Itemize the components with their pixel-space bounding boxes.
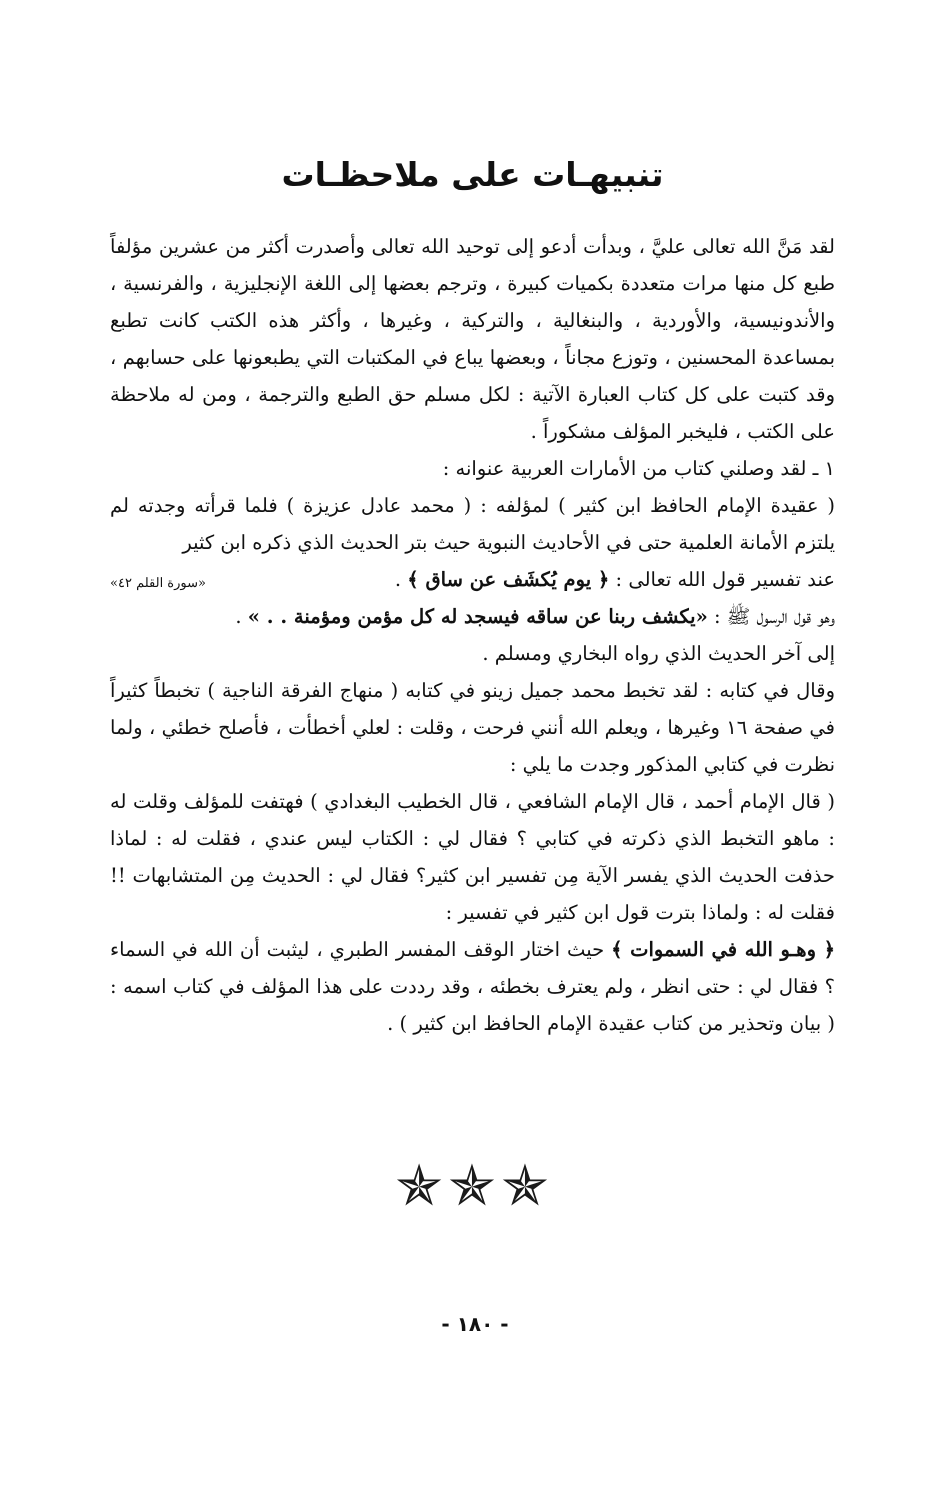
hadith-quote: «يكشف ربنا عن ساقه فيسجد له كل مؤمن ومؤمنة . . »: [247, 605, 708, 628]
article-text: [110, 228, 835, 1042]
verse-end: .: [394, 568, 402, 591]
quran-verse: ﴿ يوم يُكشَف عن ساق ﴾: [407, 568, 610, 591]
page-title: تنبيهـات على ملاحظـات: [281, 155, 664, 194]
hadith-prefix: وهو قول الرسول ﷺ :: [714, 605, 835, 628]
quran-verse-2: ﴿ وهـو الله في السموات ﴾: [611, 938, 835, 961]
item-1-paragraph-1: ( عقيدة الإمام الحافظ ابن كثير ) لمؤلفه : ( محمد عادل عزيزة ) فلما قرأته وجدته لم يلتزم الأمانة العلمية حتى في الأحاديث النبوية حيث بتر الحديث الذي ذكره ابن كثير: [110, 494, 835, 554]
item-1-heading: ١ ـ لقد وصلني كتاب من الأمارات العربية عنوانه :: [442, 457, 835, 480]
item-1-paragraph-3: ( قال الإمام أحمد ، قال الإمام الشافعي ، قال الخطيب البغدادي ) فهتفت للمؤلف وقلت له : ماهو التخبط الذي ذكرته في كتابي ؟ فقال لي : الكتاب ليس عندي ، فقلت له : لماذا حذفت الحديث الذي يفسر الآية مِن تفسير ابن كثير؟ فقال لي : الحديث مِن المتشابهات !! فقلت له : ولماذا بترت قول ابن كثير في تفسير :: [110, 790, 835, 924]
hadith-source: إلى آخر الحديث الذي رواه البخاري ومسلم .: [482, 642, 835, 665]
tafsir-line: [110, 561, 835, 598]
star-ornament-icon: ✯✯✯: [395, 1154, 555, 1219]
item-1-paragraph-2: وقال في كتابه : لقد تخبط محمد جميل زينو في كتابه ( منهاج الفرقة الناجية ) تخبطاً كثيراً في صفحة ١٦ وغيرها ، ويعلم الله أنني فرحت ، وقلت : لعلي أخطأت ، فأصلح خطئي ، ولما نظرت في كتابي المذكور وجدت ما يلي :: [110, 679, 835, 776]
hadith-line: [110, 598, 835, 635]
intro-paragraph: لقد مَنَّ الله تعالى عليَّ ، وبدأت أدعو إلى توحيد الله تعالى وأصدرت أكثر من عشرين مؤلفاً طبع كل منها مرات متعددة بكميات كبيرة ، وترجم بعضها إلى اللغة الإنجليزية ، والفرنسية ، والأندونيسية، والأوردية ، والبنغالية ، والتركية ، وغيرها ، وأكثر هذه الكتب كانت تطبع بمساعدة المحسنين ، وتوزع مجاناً ، وبعضها يباع في المكتبات التي يطبعونها على حسابهم ، وقد كتبت على كل كتاب العبارة الآتية : لكل مسلم حق الطبع والترجمة ، ومن له ملاحظة على الكتب ، فليخبر المؤلف مشكوراً .: [110, 235, 835, 443]
surah-reference: «سورة القلم ٤٢»: [110, 576, 206, 591]
item-1-paragraph-4: [110, 931, 835, 1042]
hadith-end: .: [235, 605, 242, 628]
paragraph-4-text: حيث اختار الوقف المفسر الطبري ، ليثبت أن الله في السماء ؟ فقال لي : حتى انظر ، ولم يعترف بخطئه ، وقد رددت على هذا المؤلف في كتاب اسمه : ( بيان وتحذير من كتاب عقيدة الإمام الحافظ ابن كثير ) .: [110, 938, 835, 1035]
page-body: [110, 150, 835, 1042]
tafsir-prefix: عند تفسير قول الله تعالى :: [615, 568, 835, 591]
page-number: - ١٨٠ -: [441, 1312, 509, 1336]
